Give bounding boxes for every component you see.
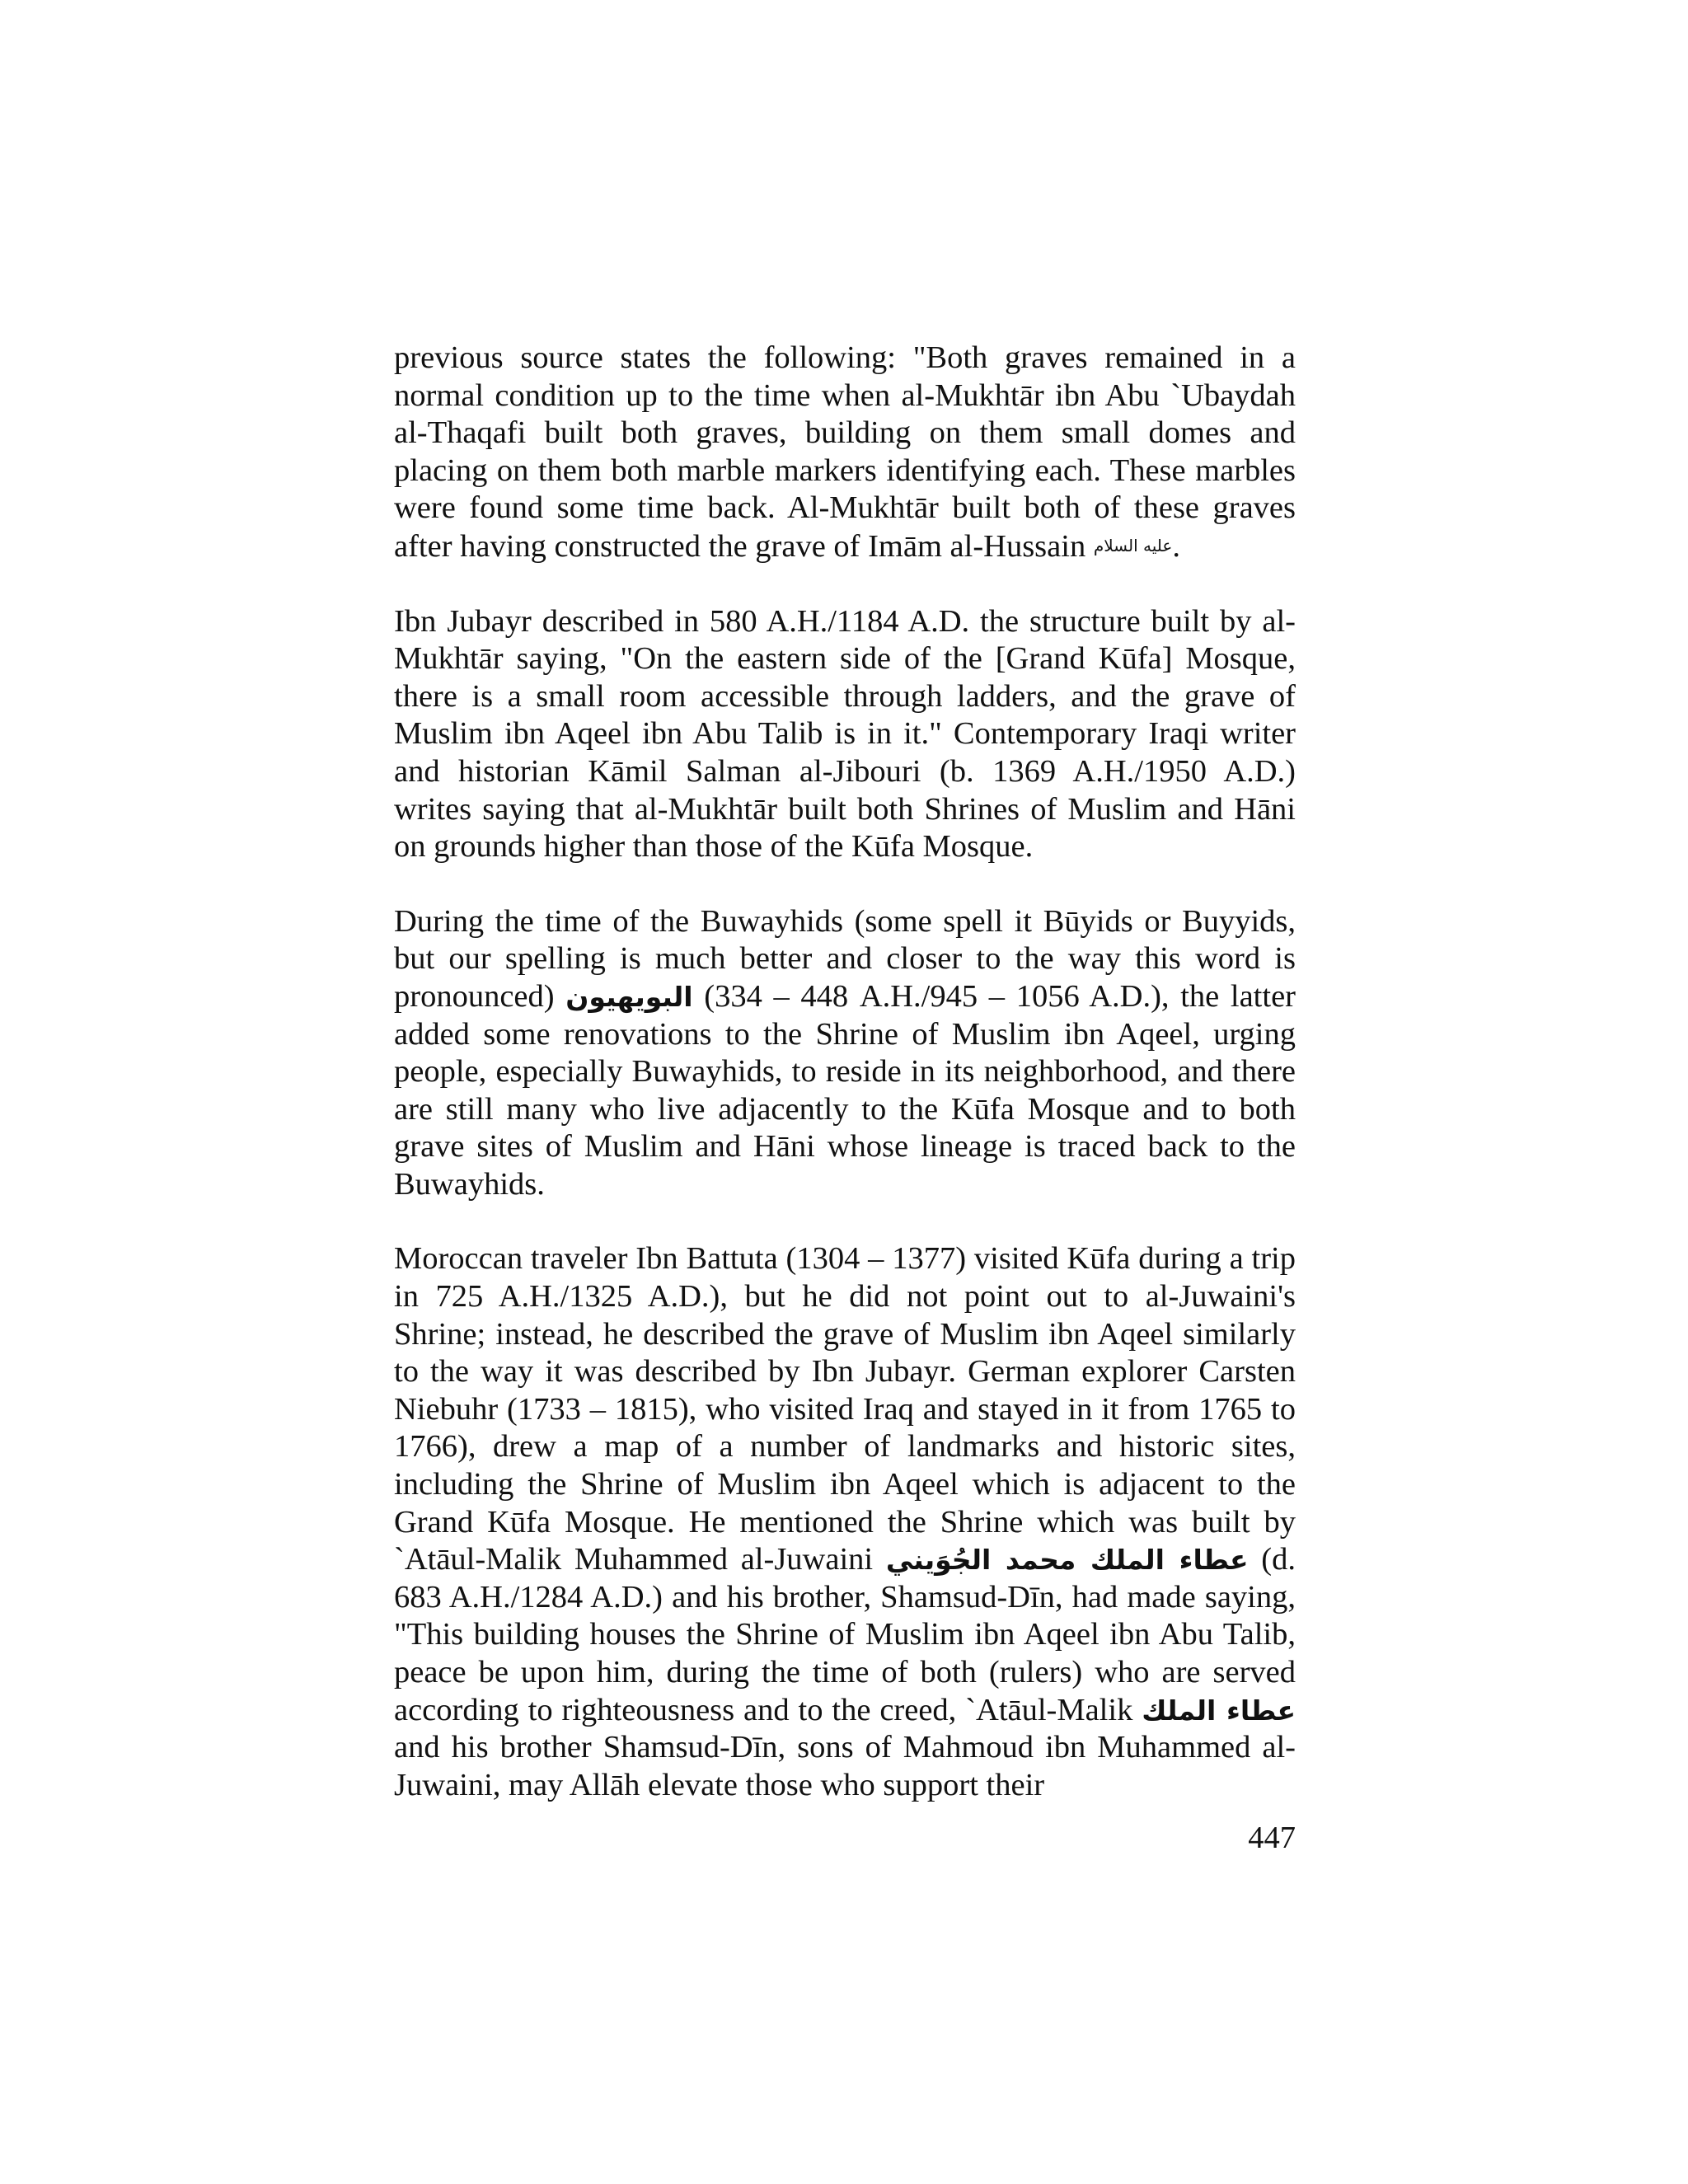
- paragraph-1-text-1: previous source states the following: "Both graves remained in a normal condition up to the time when al-Mukhtār ibn Abu `Ubaydah al-Thaqafi built both graves, building on them small domes and placing on them both marble markers identifying each. These marbles were found some time back. Al-Mukhtār built both of these graves after having constructed the grave of Imām al-Hussain: [394, 340, 1296, 564]
- paragraph-1-text-2: .: [1172, 528, 1180, 564]
- paragraph-4-text-3: and his brother Shamsud-Dīn, sons of Mahmoud ibn Muhammed al-Juwaini, may Allāh elevate those who support their: [394, 1730, 1296, 1802]
- paragraph-4: [394, 1240, 1296, 1804]
- body-text: [394, 340, 1296, 1841]
- paragraph-2: [394, 603, 1296, 866]
- honorific-symbol: عليه السلام: [1093, 535, 1173, 555]
- paragraph-4-text-2: (d. 683 A.H./1284 A.D.) and his brother, Shamsud-Dīn, had made saying, "This building houses the Shrine of Muslim ibn Aqeel ibn Abu Talib, peace be upon him, during the time of both (rulers) who are served according to righteousness and to the creed, `Atāul-Malik: [394, 1542, 1296, 1727]
- arabic-name-juwaini: عطاء الملك محمد الجُوَيني: [885, 1544, 1249, 1577]
- paragraph-3-text-1: During the time of the Buwayhids (some spell it Būyids or Buyyids, but our spelling is much better and closer to the way this word is pronounced): [394, 903, 1296, 1014]
- arabic-term-buwayhids: البويهيون: [565, 980, 693, 1013]
- paragraph-3-text-2: (334 – 448 A.H./945 – 1056 A.D.), the latter added some renovations to the Shrine of Muslim ibn Aqeel, urging people, especially Buwayhids, to reside in its neighborhood, and there are still many who live adjacently to the Kūfa Mosque and to both grave sites of Muslim and Hāni whose lineage is traced back to the Buwayhids.: [394, 978, 1296, 1202]
- arabic-name-ataul-malik: عطاء الملك: [1142, 1694, 1296, 1727]
- paragraph-4-text-1: Moroccan traveler Ibn Battuta (1304 – 1377) visited Kūfa during a trip in 725 A.H./1325 A.D.), but he did not point out to al-Juwaini's Shrine; instead, he described the grave of Muslim ibn Aqeel similarly to the way it was described by Ibn Jubayr. German explorer Carsten Niebuhr (1733 – 1815), who visited Iraq and stayed in it from 1765 to 1766), drew a map of a number of landmarks and historic sites, including the Shrine of Muslim ibn Aqeel which is adjacent to the Grand Kūfa Mosque. He mentioned the Shrine which was built by `Atāul-Malik Muhammed al-Juwaini: [394, 1241, 1296, 1577]
- paragraph-1: [394, 340, 1296, 566]
- paragraph-2-text-1: Ibn Jubayr described in 580 A.H./1184 A.D. the structure built by al-Mukhtār saying, "On the eastern side of the [Grand Kūfa] Mosque, there is a small room accessible through ladders, and the grave of Muslim ibn Aqeel ibn Abu Talib is in it." Contemporary Iraqi writer and historian Kāmil Salman al-Jibouri (b. 1369 A.H./1950 A.D.) writes saying that al-Mukhtār built both Shrines of Muslim and Hāni on grounds higher than those of the Kūfa Mosque.: [394, 603, 1296, 865]
- paragraph-3: [394, 903, 1296, 1204]
- page-number: 447: [1248, 1821, 1296, 1855]
